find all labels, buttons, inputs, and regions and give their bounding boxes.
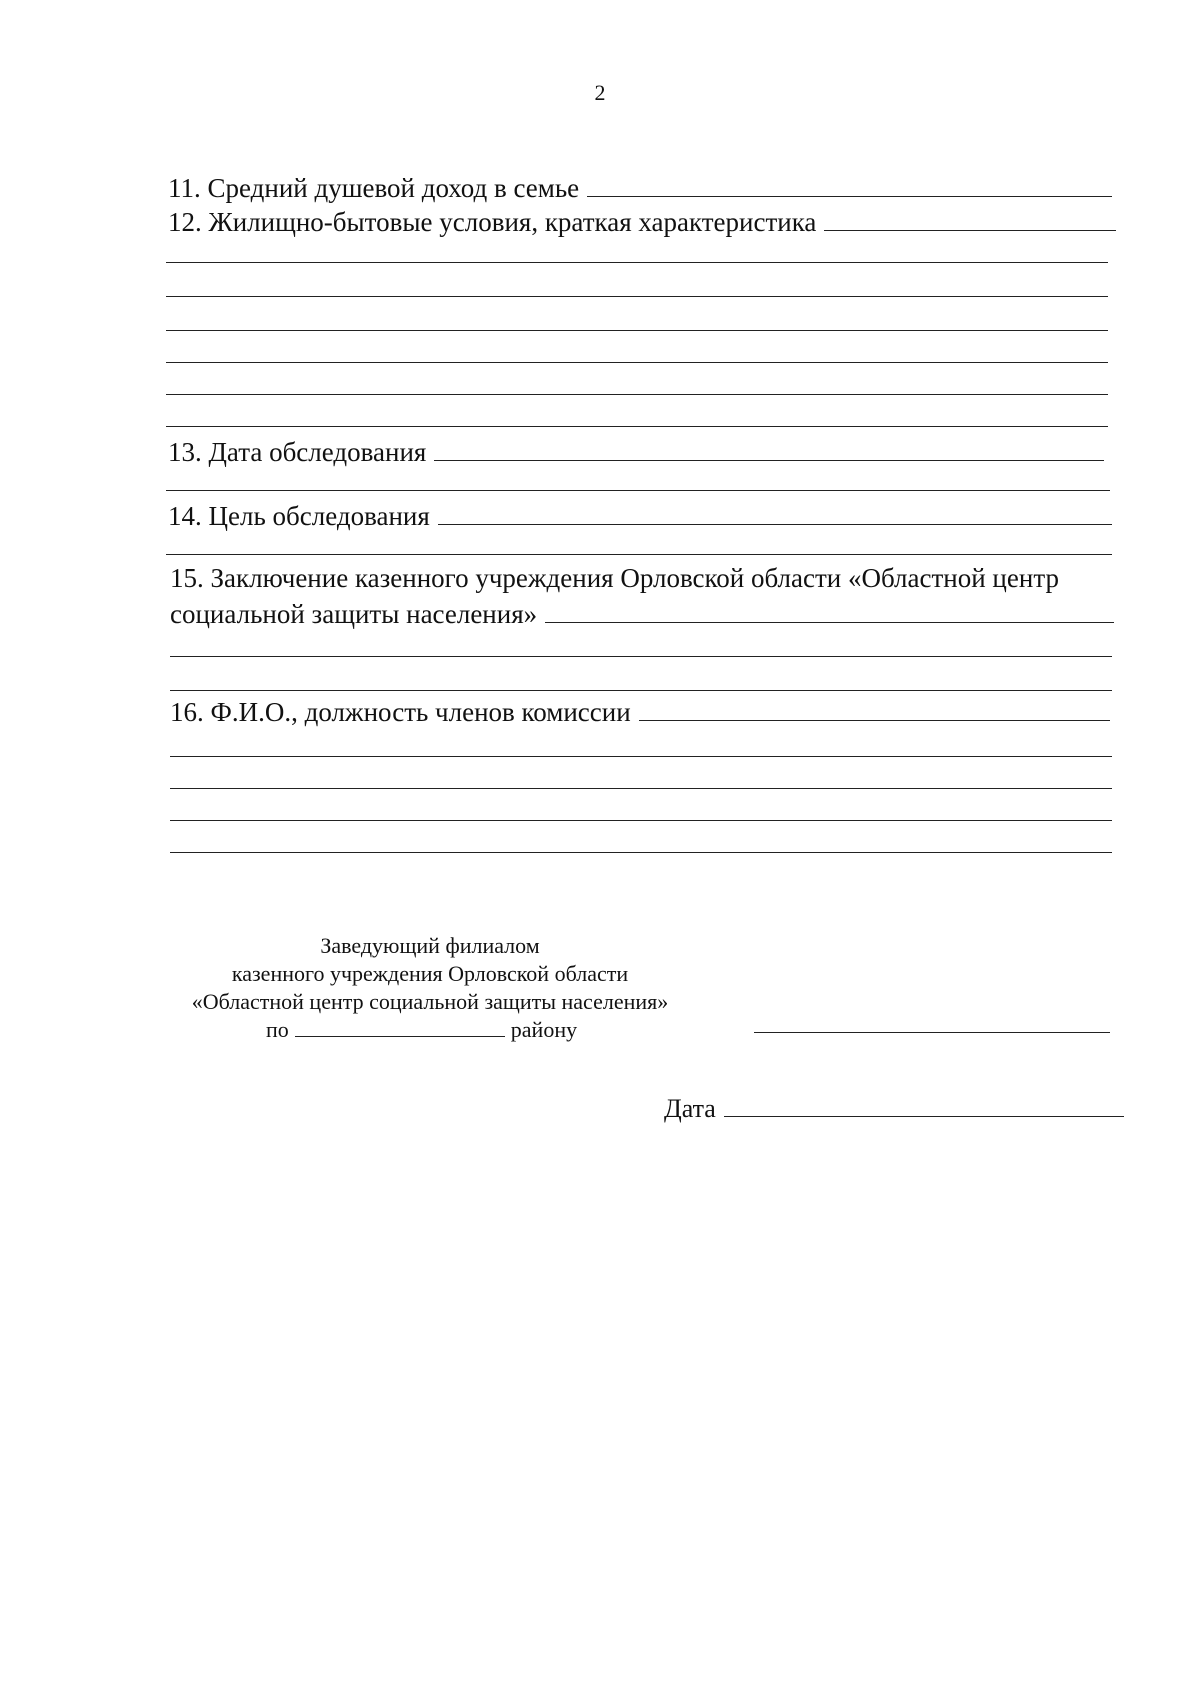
item-16-blank-line[interactable] (170, 852, 1112, 853)
item-13-label: 13. Дата обследования (168, 437, 427, 467)
item-11-label: 11. Средний душевой доход в семье (168, 173, 580, 203)
item-15-label-line-1: 15. Заключение казенного учреждения Орловской области «Областной центр (170, 563, 1059, 593)
item-12-label: 12. Жилищно-бытовые условия, краткая характеристика (168, 207, 817, 237)
item-12-blank-line[interactable] (166, 262, 1108, 263)
item-16-blank-line[interactable] (170, 756, 1112, 757)
item-16-commission-members (170, 696, 1110, 728)
item-12-living-conditions (168, 206, 1116, 238)
page-number: 2 (594, 80, 606, 105)
item-14-survey-purpose (168, 500, 1112, 532)
date-fill-line[interactable] (724, 1096, 1124, 1117)
signature-district-prefix: по (266, 1017, 289, 1042)
item-12-blank-line[interactable] (166, 426, 1108, 427)
item-16-blank-line[interactable] (170, 788, 1112, 789)
item-13-survey-date (168, 436, 1104, 468)
item-14-blank-line[interactable] (166, 554, 1112, 555)
item-13-blank-line[interactable] (166, 490, 1110, 491)
item-12-fill-line[interactable] (824, 208, 1116, 231)
signature-position-line-2: казенного учреждения Орловской области (231, 961, 629, 986)
item-16-label: 16. Ф.И.О., должность членов комиссии (170, 697, 631, 727)
item-15-label-line-2: социальной защиты населения» (170, 599, 538, 629)
item-13-fill-line[interactable] (434, 438, 1104, 461)
item-11-average-income (168, 172, 1112, 204)
signature-position-line-1: Заведующий филиалом (320, 933, 540, 958)
item-14-fill-line[interactable] (438, 502, 1112, 525)
item-16-fill-line[interactable] (639, 698, 1110, 721)
signature-district-row (266, 1016, 577, 1044)
date-label: Дата (664, 1094, 716, 1123)
item-16-blank-line[interactable] (170, 820, 1112, 821)
date-row (664, 1094, 1124, 1124)
item-15-conclusion (170, 598, 1114, 630)
item-12-blank-line[interactable] (166, 362, 1108, 363)
item-14-label: 14. Цель обследования (168, 501, 430, 531)
item-11-fill-line[interactable] (587, 174, 1112, 197)
item-12-blank-line[interactable] (166, 394, 1108, 395)
item-15-blank-line[interactable] (170, 656, 1112, 657)
item-15-blank-line[interactable] (170, 690, 1112, 691)
signature-line[interactable] (754, 1032, 1110, 1033)
signature-position-line-3: «Областной центр социальной защиты населения» (191, 989, 669, 1014)
item-12-blank-line[interactable] (166, 296, 1108, 297)
signature-district-blank[interactable] (295, 1018, 505, 1037)
item-15-fill-line[interactable] (545, 600, 1114, 623)
signature-district-suffix: району (510, 1017, 578, 1042)
item-12-blank-line[interactable] (166, 330, 1108, 331)
